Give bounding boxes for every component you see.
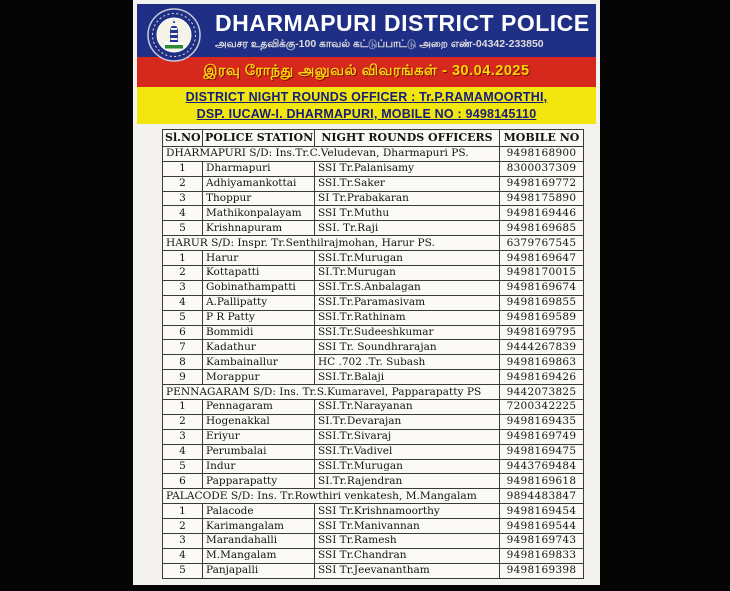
section-header-row bbox=[163, 385, 584, 400]
row-officer: SSI Tr.Manivannan bbox=[315, 519, 500, 534]
row-mobile: 9498169749 bbox=[500, 429, 584, 444]
table-row bbox=[163, 251, 584, 266]
row-mobile: 9498169454 bbox=[500, 504, 584, 519]
row-officer: SSI.Tr.Murugan bbox=[315, 459, 500, 474]
row-mobile: 9443769484 bbox=[500, 459, 584, 474]
row-police-station: P R Patty bbox=[203, 310, 315, 325]
row-police-station: Kadathur bbox=[203, 340, 315, 355]
row-officer: SSI Tr.Chandran bbox=[315, 548, 500, 563]
row-officer: SSI. Tr.Raji bbox=[315, 221, 500, 236]
table-row bbox=[163, 355, 584, 370]
col-header-police-station: POLICE STATION bbox=[203, 130, 315, 147]
row-slno: 1 bbox=[163, 161, 203, 176]
row-officer: SSI Tr.Ramesh bbox=[315, 534, 500, 549]
row-mobile: 9498169544 bbox=[500, 519, 584, 534]
row-slno: 1 bbox=[163, 504, 203, 519]
table-row bbox=[163, 176, 584, 191]
emergency-helpline-tamil: அவசர உதவிக்கு-100 காவல் கட்டுப்பாட்டு அறை எண்-04342-233850 bbox=[215, 37, 544, 50]
row-mobile: 9498169647 bbox=[500, 251, 584, 266]
row-police-station: Pennagaram bbox=[203, 400, 315, 415]
row-officer: SSI Tr.Palanisamy bbox=[315, 161, 500, 176]
police-emblem-icon bbox=[147, 8, 201, 62]
district-officer-line1: DISTRICT NIGHT ROUNDS OFFICER : Tr.P.RAMAMOORTHI, bbox=[185, 90, 548, 104]
table-row bbox=[163, 191, 584, 206]
table-row bbox=[163, 429, 584, 444]
row-police-station: Mathikonpalayam bbox=[203, 206, 315, 221]
section-title: HARUR S/D: Inspr. Tr.Senthilrajmohan, Harur PS. bbox=[163, 236, 500, 251]
row-officer: HC .702 .Tr. Subash bbox=[315, 355, 500, 370]
row-mobile: 9498175890 bbox=[500, 191, 584, 206]
table-row bbox=[163, 504, 584, 519]
row-officer: SSI.Tr.Narayanan bbox=[315, 400, 500, 415]
col-header-mobile: MOBILE NO bbox=[500, 130, 584, 147]
row-officer: SI.Tr.Devarajan bbox=[315, 414, 500, 429]
row-officer: SSI.Tr.S.Anbalagan bbox=[315, 280, 500, 295]
table-row bbox=[163, 563, 584, 578]
row-slno: 9 bbox=[163, 370, 203, 385]
row-officer: SSI.Tr.Rathinam bbox=[315, 310, 500, 325]
table-row bbox=[163, 295, 584, 310]
row-slno: 1 bbox=[163, 400, 203, 415]
row-mobile: 8300037309 bbox=[500, 161, 584, 176]
table-row bbox=[163, 474, 584, 489]
row-slno: 5 bbox=[163, 563, 203, 578]
row-police-station: Eriyur bbox=[203, 429, 315, 444]
col-header-officers: NIGHT ROUNDS OFFICERS bbox=[315, 130, 500, 147]
row-mobile: 9498169426 bbox=[500, 370, 584, 385]
section-header-row bbox=[163, 236, 584, 251]
row-mobile: 9498169618 bbox=[500, 474, 584, 489]
row-police-station: Marandahalli bbox=[203, 534, 315, 549]
row-mobile: 9498169398 bbox=[500, 563, 584, 578]
table-row bbox=[163, 548, 584, 563]
table-row bbox=[163, 310, 584, 325]
row-slno: 3 bbox=[163, 191, 203, 206]
row-slno: 1 bbox=[163, 251, 203, 266]
row-slno: 6 bbox=[163, 474, 203, 489]
row-police-station: M.Mangalam bbox=[203, 548, 315, 563]
row-slno: 2 bbox=[163, 266, 203, 281]
row-officer: SSI.Tr.Vadivel bbox=[315, 444, 500, 459]
row-slno: 4 bbox=[163, 206, 203, 221]
masthead bbox=[137, 4, 596, 57]
row-police-station: Morappur bbox=[203, 370, 315, 385]
table-row bbox=[163, 266, 584, 281]
section-header-row bbox=[163, 146, 584, 161]
row-mobile: 9498169446 bbox=[500, 206, 584, 221]
night-rounds-table bbox=[162, 129, 584, 579]
table-row bbox=[163, 161, 584, 176]
table-row bbox=[163, 414, 584, 429]
row-mobile: 9498169435 bbox=[500, 414, 584, 429]
section-title: PALACODE S/D: Ins. Tr.Rowthiri venkatesh, M.Mangalam bbox=[163, 489, 500, 504]
row-mobile: 9498169863 bbox=[500, 355, 584, 370]
table-row bbox=[163, 206, 584, 221]
row-police-station: Dharmapuri bbox=[203, 161, 315, 176]
row-slno: 3 bbox=[163, 534, 203, 549]
row-officer: SSI.Tr.Paramasivam bbox=[315, 295, 500, 310]
row-mobile: 9498169772 bbox=[500, 176, 584, 191]
row-officer: SSI Tr.Jeevanantham bbox=[315, 563, 500, 578]
table-row bbox=[163, 280, 584, 295]
row-slno: 5 bbox=[163, 310, 203, 325]
row-police-station: Perumbalai bbox=[203, 444, 315, 459]
row-officer: SI Tr.Prabakaran bbox=[315, 191, 500, 206]
row-mobile: 9498169674 bbox=[500, 280, 584, 295]
rounds-table-body bbox=[163, 146, 584, 578]
table-row bbox=[163, 370, 584, 385]
row-police-station: Kambainallur bbox=[203, 355, 315, 370]
row-officer: SSI Tr.Muthu bbox=[315, 206, 500, 221]
row-slno: 3 bbox=[163, 429, 203, 444]
section-header-row bbox=[163, 489, 584, 504]
row-slno: 4 bbox=[163, 295, 203, 310]
row-mobile: 9498169833 bbox=[500, 548, 584, 563]
row-slno: 6 bbox=[163, 325, 203, 340]
row-police-station: Gobinathampatti bbox=[203, 280, 315, 295]
row-officer: SSI Tr.Krishnamoorthy bbox=[315, 504, 500, 519]
table-row bbox=[163, 325, 584, 340]
table-row bbox=[163, 534, 584, 549]
row-officer: SI.Tr.Rajendran bbox=[315, 474, 500, 489]
row-police-station: Adhiyamankottai bbox=[203, 176, 315, 191]
row-officer: SSI.Tr.Saker bbox=[315, 176, 500, 191]
row-slno: 4 bbox=[163, 444, 203, 459]
row-police-station: Karimangalam bbox=[203, 519, 315, 534]
row-police-station: A.Pallipatty bbox=[203, 295, 315, 310]
section-mobile: 9498168900 bbox=[500, 146, 584, 161]
row-police-station: Indur bbox=[203, 459, 315, 474]
row-police-station: Thoppur bbox=[203, 191, 315, 206]
row-officer: SSI.Tr.Murugan bbox=[315, 251, 500, 266]
row-slno: 8 bbox=[163, 355, 203, 370]
section-mobile: 9894483847 bbox=[500, 489, 584, 504]
row-mobile: 7200342225 bbox=[500, 400, 584, 415]
section-mobile: 6379767545 bbox=[500, 236, 584, 251]
row-mobile: 9498169475 bbox=[500, 444, 584, 459]
row-officer: SSI.Tr.Sudeeshkumar bbox=[315, 325, 500, 340]
row-police-station: Kottapatti bbox=[203, 266, 315, 281]
row-police-station: Harur bbox=[203, 251, 315, 266]
table-row bbox=[163, 459, 584, 474]
row-officer: SI.Tr.Murugan bbox=[315, 266, 500, 281]
rounds-table-container bbox=[162, 129, 583, 579]
night-rounds-banner-text: இரவு ரோந்து அலுவல் விவரங்கள் - 30.04.2025 bbox=[203, 63, 530, 79]
night-rounds-banner bbox=[137, 57, 596, 87]
row-officer: SSI.Tr.Balaji bbox=[315, 370, 500, 385]
row-mobile: 9498169589 bbox=[500, 310, 584, 325]
row-police-station: Krishnapuram bbox=[203, 221, 315, 236]
row-officer: SSI Tr. Soundhrarajan bbox=[315, 340, 500, 355]
row-mobile: 9498169855 bbox=[500, 295, 584, 310]
row-slno: 5 bbox=[163, 221, 203, 236]
table-row bbox=[163, 221, 584, 236]
row-mobile: 9498169743 bbox=[500, 534, 584, 549]
police-notice-poster bbox=[133, 0, 600, 585]
row-police-station: Bommidi bbox=[203, 325, 315, 340]
row-officer: SSI.Tr.Sivaraj bbox=[315, 429, 500, 444]
table-header-row bbox=[163, 130, 584, 147]
table-row bbox=[163, 340, 584, 355]
row-slno: 2 bbox=[163, 519, 203, 534]
row-slno: 2 bbox=[163, 414, 203, 429]
table-row bbox=[163, 519, 584, 534]
table-row bbox=[163, 444, 584, 459]
table-row bbox=[163, 400, 584, 415]
row-police-station: Panjapalli bbox=[203, 563, 315, 578]
row-slno: 3 bbox=[163, 280, 203, 295]
row-mobile: 9498170015 bbox=[500, 266, 584, 281]
section-mobile: 9442073825 bbox=[500, 385, 584, 400]
row-slno: 4 bbox=[163, 548, 203, 563]
row-slno: 2 bbox=[163, 176, 203, 191]
row-mobile: 9498169685 bbox=[500, 221, 584, 236]
district-officer-notice bbox=[137, 87, 596, 124]
row-slno: 5 bbox=[163, 459, 203, 474]
district-officer-line2: DSP. IUCAW-I. DHARMAPURI, MOBILE NO : 9498145110 bbox=[196, 107, 537, 121]
row-police-station: Hogenakkal bbox=[203, 414, 315, 429]
section-title: DHARMAPURI S/D: Ins.Tr.C.Veludevan, Dharmapuri PS. bbox=[163, 146, 500, 161]
row-police-station: Papparapatty bbox=[203, 474, 315, 489]
row-mobile: 9498169795 bbox=[500, 325, 584, 340]
page-title: DHARMAPURI DISTRICT POLICE bbox=[215, 9, 590, 36]
row-slno: 7 bbox=[163, 340, 203, 355]
row-mobile: 9444267839 bbox=[500, 340, 584, 355]
col-header-slno: Sl.NO bbox=[163, 130, 203, 147]
section-title: PENNAGARAM S/D: Ins. Tr.S.Kumaravel, Papparapatty PS bbox=[163, 385, 500, 400]
row-police-station: Palacode bbox=[203, 504, 315, 519]
